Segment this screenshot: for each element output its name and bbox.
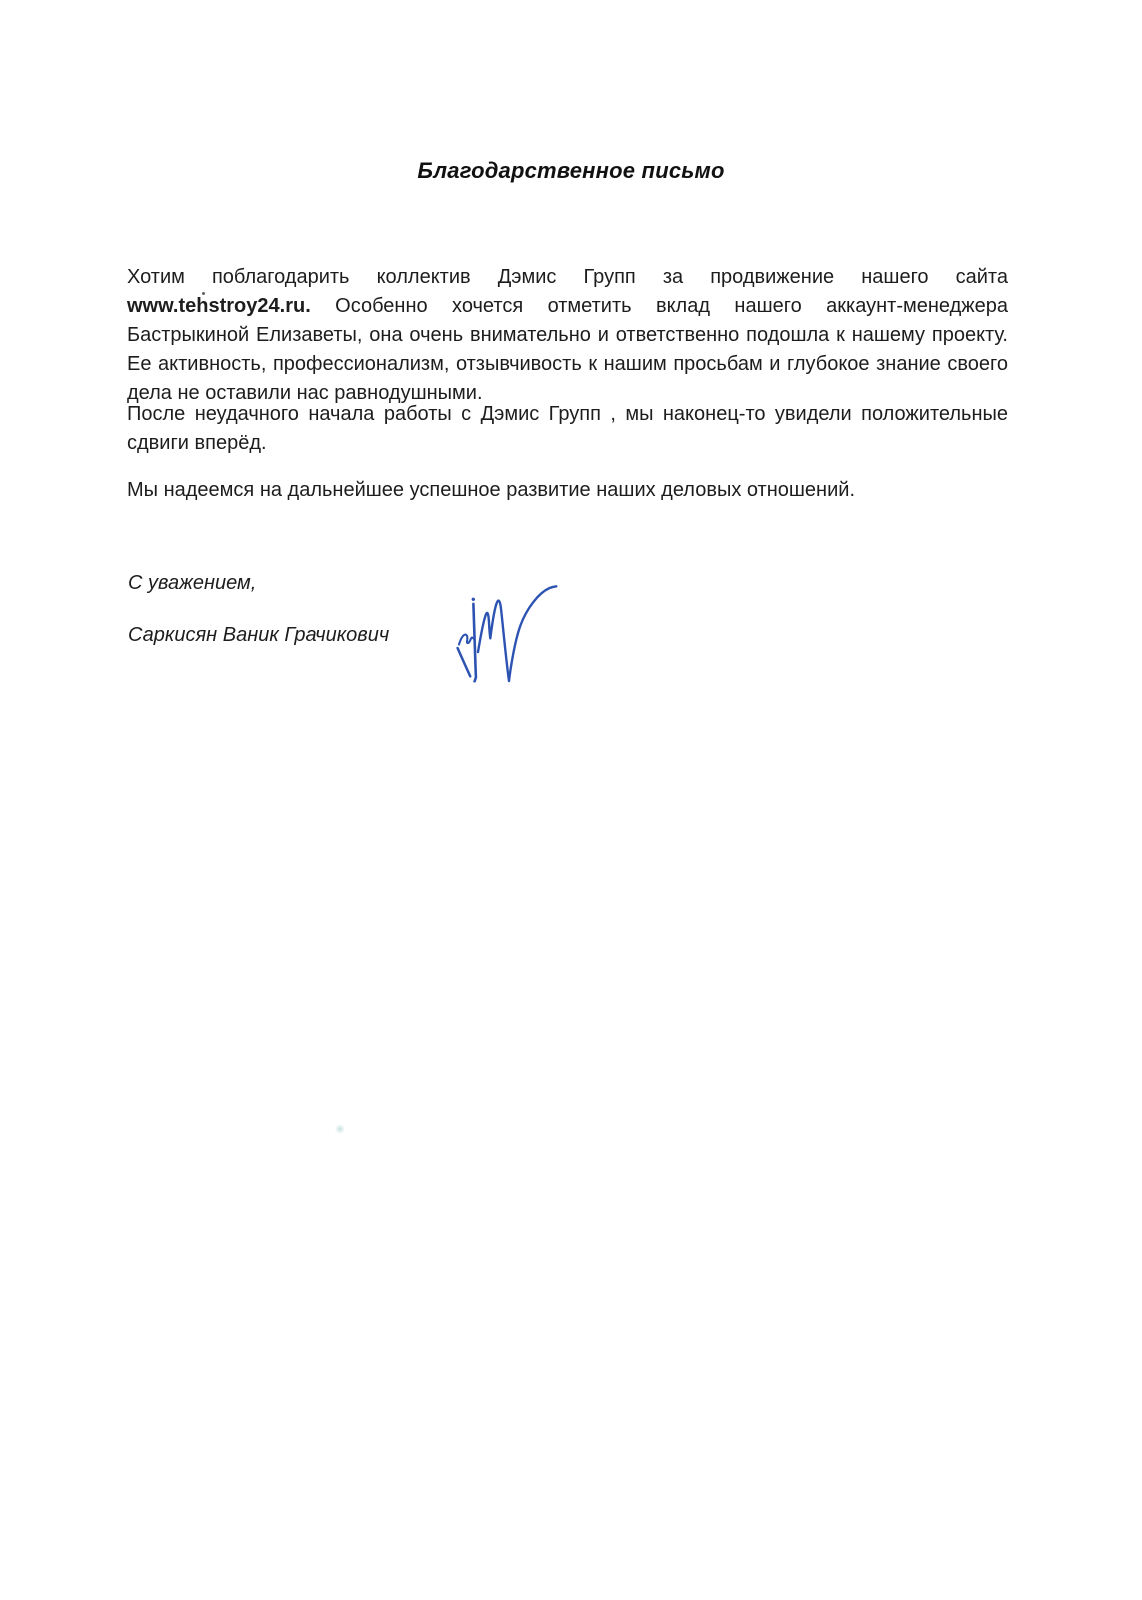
closing-salutation: С уважением, [128,572,257,594]
signature-diagonal-stroke [458,648,471,676]
signature-ink-dot [472,598,475,601]
page-title: Благодарственное письмо [417,158,725,183]
scan-faint-speck [335,1124,345,1134]
signature-w-flourish-stroke [478,586,556,681]
paragraph-thanks-text-start: Хотим поблагодарить коллектив Дэмис Групп за продвижение нашего сайта [127,266,1008,288]
handwritten-signature [450,580,565,692]
signature-scribble-stroke [459,635,474,645]
website-url-text: www.tehstroy24.ru. [127,295,311,317]
signature-vertical-stroke [473,604,476,682]
paragraph-thanks [127,263,1008,408]
signer-name: Саркисян Ваник Грачикович [128,624,390,646]
paragraph-thanks-text-end: Особенно хочется отметить вклад нашего аккаунт-менеджера Бастрыкиной Елизаветы, она очень внимательно и ответственно подошла к нашему проекту. Ее активность, профессионализм, отзывчивость к нашим просьбам и глубокое знание своего дела не оставили нас равнодушными. [127,295,1008,404]
paragraph-hope: Мы надеемся на дальнейшее успешное развитие наших деловых отношений. [127,479,855,501]
paragraph-progress: После неудачного начала работы с Дэмис Групп , мы наконец-то увидели положительные сдвиги вперёд. [127,403,1008,454]
